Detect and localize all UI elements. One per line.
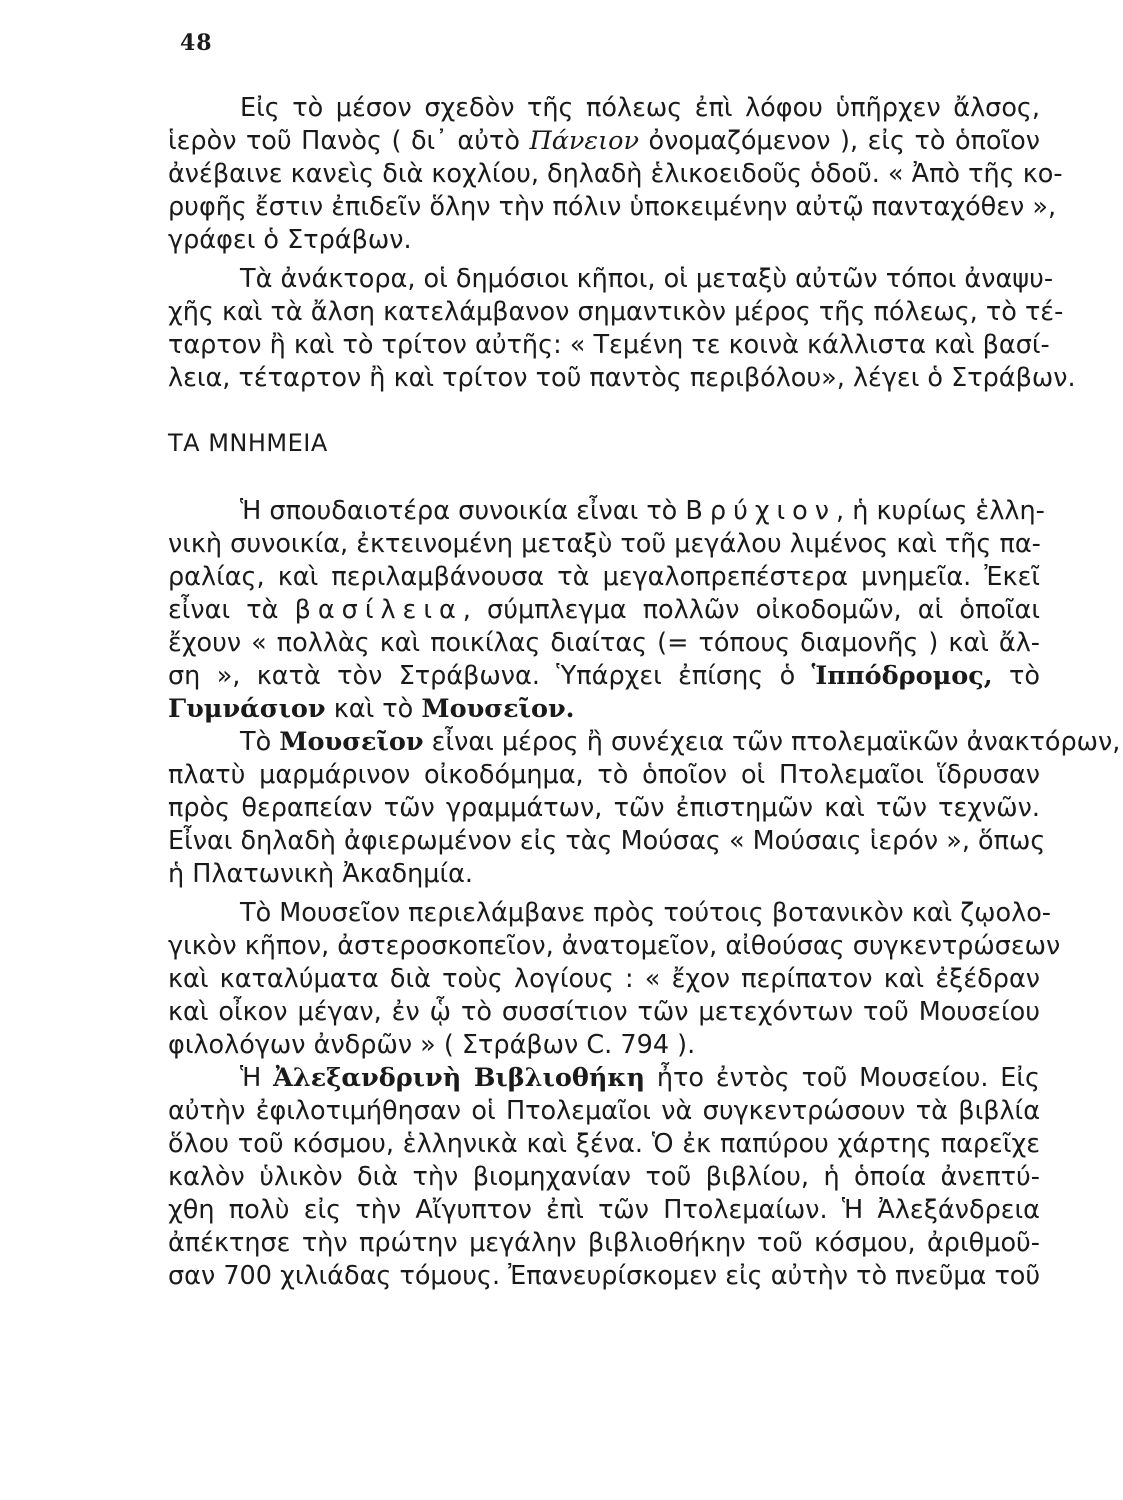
text-line: γράφει ὁ Στράβων. xyxy=(168,225,412,255)
text-line xyxy=(168,660,1040,693)
text-line xyxy=(168,726,1121,759)
text-line: ταρτον ἢ καὶ τὸ τρίτον αὐτῆς: « Τεμένη τε κοινὰ κάλλιστα καὶ βασί- xyxy=(168,330,1050,360)
text-run: Ἡ σπουδαιοτέρα συνοικία εἶναι τὸ xyxy=(240,496,686,526)
text-run: καὶ τὸ xyxy=(325,694,422,724)
paragraph-bruchion xyxy=(168,495,1045,726)
text-line: καὶ οἶκον μέγαν, ἐν ᾧ τὸ συσσίτιον τῶν μετεχόντων τοῦ Μουσείου xyxy=(168,997,1040,1027)
spaced-term: βασίλεια xyxy=(294,595,463,625)
text-line: αὐτὴν ἐφιλοτιμήθησαν οἱ Πτολεμαῖοι νὰ συγκεντρώσουν τὰ βιβλία xyxy=(168,1096,1040,1126)
text-run: Τὸ xyxy=(240,727,280,757)
bold-term: Μουσεῖον. xyxy=(421,694,575,724)
text-line: καλὸν ὑλικὸν διὰ τὴν βιομηχανίαν τοῦ βιβλίου, ἡ ὁποία ἀνεπτύ- xyxy=(168,1162,1040,1192)
text-run: Ἡ xyxy=(240,1063,274,1093)
text-run: ση », κατὰ τὸν Στράβωνα. Ὑπάρχει ἐπίσης ὁ xyxy=(168,661,812,691)
paragraph-pan-hill xyxy=(168,92,1063,257)
text-line: σαν 700 χιλιάδας τόμους. Ἐπανευρίσκομεν εἰς αὐτὴν τὸ πνεῦμα τοῦ xyxy=(168,1261,1041,1291)
text-line: ἔχουν « πολλὰς καὶ ποικίλας διαίτας (= τόπους διαμονῆς ) καὶ ἄλ- xyxy=(168,628,1040,658)
text-line xyxy=(168,495,1045,528)
text-line: ἡ Πλατωνικὴ Ἀκαδημία. xyxy=(168,859,474,889)
text-line: ραλίας, καὶ περιλαμβάνουσα τὰ μεγαλοπρεπέστερα μνημεῖα. Ἐκεῖ xyxy=(168,562,1040,592)
text-line: γικὸν κῆπον, ἀστεροσκοπεῖον, ἀνατομεῖον, αἰθούσας συγκεντρώσεων xyxy=(168,931,1061,961)
page-number: 48 xyxy=(180,30,213,56)
text-line: χθη πολὺ εἰς τὴν Αἴγυπτον ἐπὶ τῶν Πτολεμαίων. Ἡ Ἀλεξάνδρεια xyxy=(168,1195,1040,1225)
text-line: καὶ καταλύματα διὰ τοὺς λογίους : « ἔχον περίπατον καὶ ἐξέδραν xyxy=(168,964,1040,994)
paragraph-palaces xyxy=(168,263,1076,395)
text-line: ἀνέβαινε κανεὶς διὰ κοχλίου, δηλαδὴ ἑλικοειδοῦς ὁδοῦ. « Ἀπὸ τῆς κο- xyxy=(168,159,1063,189)
text-line: λεια, τέταρτον ἢ καὶ τρίτον τοῦ παντὸς περιβόλου», λέγει ὁ Στράβων. xyxy=(168,363,1076,393)
text-body xyxy=(168,92,1121,1293)
paragraph-mouseion xyxy=(168,726,1121,891)
text-line: νικὴ συνοικία, ἐκτεινομένη μεταξὺ τοῦ μεγάλου λιμένος καὶ τῆς πα- xyxy=(168,529,1041,559)
text-run: , ἡ κυρίως ἑλλη- xyxy=(836,496,1045,526)
text-line: Τὰ ἀνάκτορα, οἱ δημόσιοι κῆποι, οἱ μεταξὺ αὐτῶν τόποι ἀναψυ- xyxy=(240,264,1054,294)
paragraph-library xyxy=(168,1062,1040,1293)
text-line: πρὸς θεραπείαν τῶν γραμμάτων, τῶν ἐπιστημῶν καὶ τῶν τεχνῶν. xyxy=(168,793,1040,823)
text-line: χῆς καὶ τὰ ἄλση κατελάμβανον σημαντικὸν μέρος τῆς πόλεως, τὸ τέ- xyxy=(168,297,1064,327)
text-line xyxy=(168,125,1040,158)
text-line: πλατὺ μαρμάρινον οἰκοδόμημα, τὸ ὁποῖον οἱ Πτολεμαῖοι ἵδρυσαν xyxy=(168,760,1040,790)
text-line: Εἰς τὸ μέσον σχεδὸν τῆς πόλεως ἐπὶ λόφου ὑπῆρχεν ἄλσος, xyxy=(240,93,1040,123)
text-run: ὀνομαζόμενον ), εἰς τὸ ὁποῖον xyxy=(638,126,1040,156)
bold-term: Ἀλεξανδρινὴ Βιβλιοθήκη xyxy=(273,1063,646,1093)
text-line: ὅλου τοῦ κόσμου, ἑλληνικὰ καὶ ξένα. Ὁ ἐκ παπύρου χάρτης παρεῖχε xyxy=(168,1129,1040,1159)
text-line: φιλολόγων ἀνδρῶν » ( Στράβων C. 794 ). xyxy=(168,1030,696,1060)
paragraph-gardens xyxy=(168,897,1061,1062)
text-line xyxy=(168,594,1040,627)
text-run: εἶναι μέρος ἢ συνέχεια τῶν πτολεμαϊκῶν ἀνακτόρων, xyxy=(423,727,1121,757)
spaced-term: Βρύχιον xyxy=(685,496,837,526)
bold-term: Ἱππόδρομος, xyxy=(811,661,993,691)
text-line: Τὸ Μουσεῖον περιελάμβανε πρὸς τούτοις βοτανικὸν καὶ ζῳολο- xyxy=(240,898,1051,928)
italic-term: Πάνειον xyxy=(529,126,639,156)
text-run: εἶναι τὰ xyxy=(168,595,295,625)
text-line: ρυφῆς ἔστιν ἐπιδεῖν ὅλην τὴν πόλιν ὑποκειμένην αὐτῷ πανταχόθεν », xyxy=(168,192,1057,222)
text-run: ἱερὸν τοῦ Πανὸς ( δι᾽ αὐτὸ xyxy=(168,126,530,156)
text-line: ἀπέκτησε τὴν πρώτην μεγάλην βιβλιοθήκην τοῦ κόσμου, ἀριθμοῦ- xyxy=(168,1228,1040,1258)
bold-term: Γυμνάσιον xyxy=(168,694,326,724)
section-heading: ΤΑ ΜΝΗΜΕΙΑ xyxy=(168,429,328,457)
text-run: ἦτο ἐντὸς τοῦ Μουσείου. Εἰς xyxy=(645,1063,1040,1093)
text-run: , σύμπλεγμα πολλῶν οἰκοδομῶν, αἱ ὁποῖαι xyxy=(462,595,1040,625)
text-line xyxy=(168,1062,1040,1095)
text-line: Εἶναι δηλαδὴ ἀφιερωμένον εἰς τὰς Μούσας « Μούσαις ἱερόν », ὅπως xyxy=(168,826,1046,856)
text-run: τὸ xyxy=(992,661,1040,691)
bold-term: Μουσεῖον xyxy=(279,727,424,757)
text-line xyxy=(168,693,1040,726)
